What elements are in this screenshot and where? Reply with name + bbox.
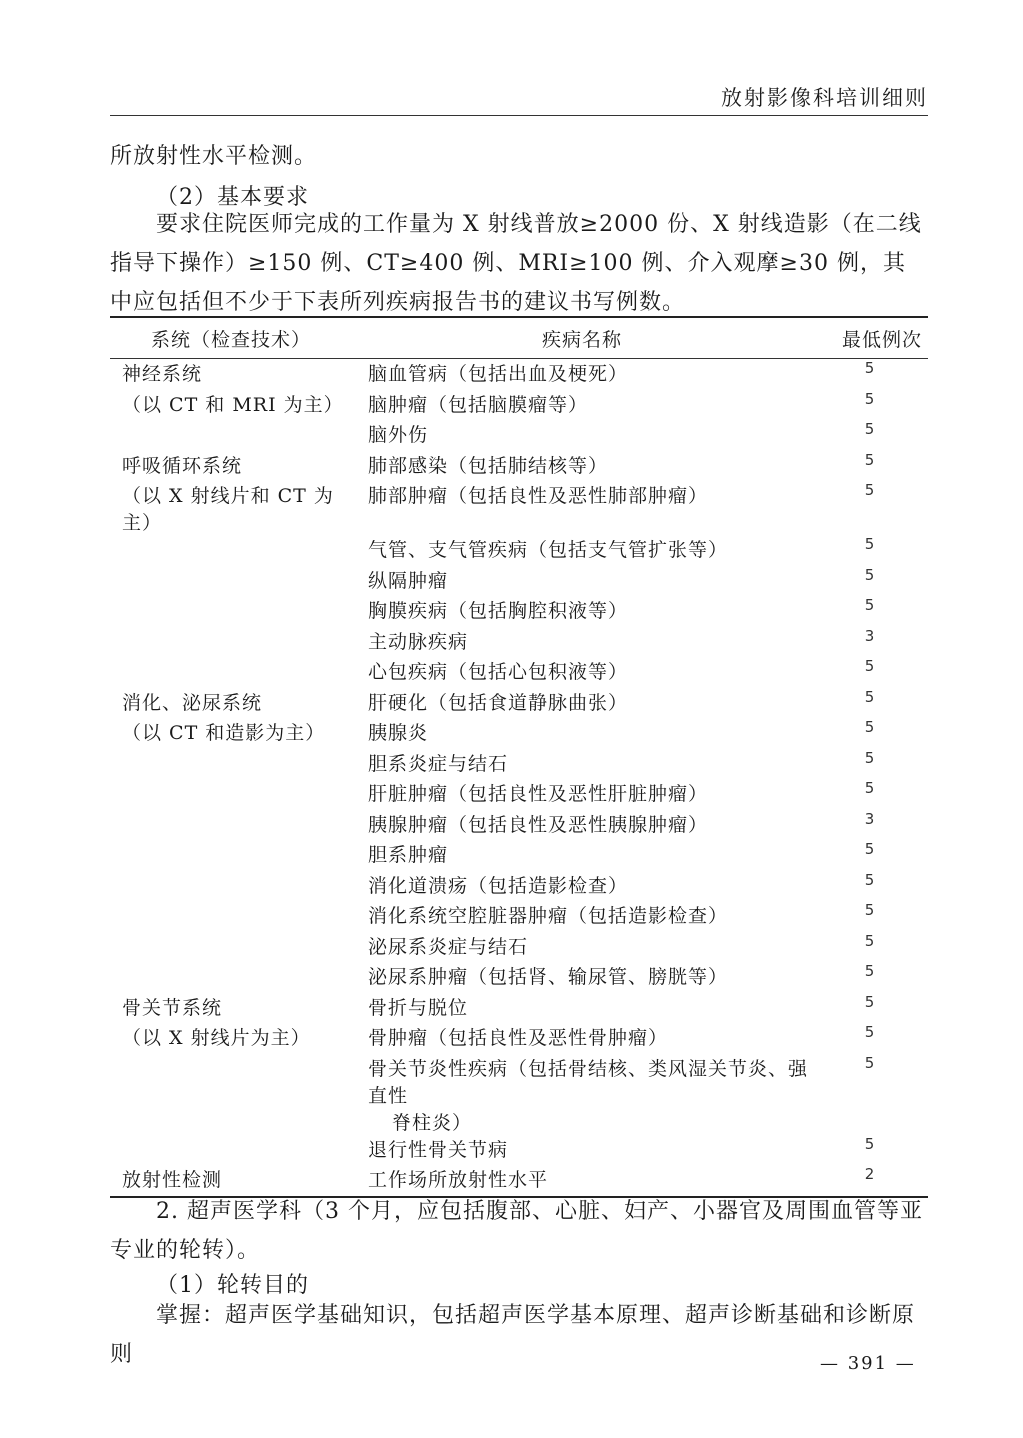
- table-row: [110, 566, 928, 597]
- cell-min-cases: 5: [864, 389, 876, 408]
- table-row: [110, 1135, 928, 1166]
- cell-system: [110, 1135, 352, 1166]
- cell-min-cases: 5: [864, 901, 876, 919]
- cell-disease: 肝脏肿瘤（包括良性及恶性肝脏肿瘤）: [368, 783, 709, 805]
- header-min-cases: 最低例次: [812, 317, 928, 359]
- table-row: [110, 779, 928, 810]
- cell-disease: 泌尿系炎症与结石: [368, 935, 529, 958]
- table-row: [110, 627, 928, 658]
- header-system: 系统（检查技术）: [110, 317, 352, 359]
- intro-line: 所放射性水平检测。: [110, 144, 318, 169]
- cell-disease: 脑血管病（包括出血及梗死）: [368, 363, 629, 385]
- table-row: [110, 718, 928, 749]
- cell-system: 放射性检测: [122, 1169, 223, 1191]
- cell-system: [110, 871, 352, 902]
- cell-disease: 胰腺肿瘤（包括良性及恶性胰腺肿瘤）: [368, 813, 709, 836]
- cell-disease: 胸膜疾病（包括胸腔积液等）: [368, 600, 629, 622]
- table-row: [110, 451, 928, 482]
- cell-min-cases: 5: [864, 596, 876, 614]
- table-row: [110, 596, 928, 627]
- cell-system: [110, 810, 352, 841]
- cell-min-cases: 5: [864, 962, 876, 980]
- cell-system: 骨关节系统: [122, 996, 223, 1019]
- cell-min-cases: 3: [864, 626, 876, 645]
- cell-min-cases: 5: [864, 748, 876, 767]
- cell-system: [110, 657, 352, 688]
- table-row: [110, 993, 928, 1024]
- cell-min-cases: 5: [864, 359, 876, 377]
- cell-system: [110, 1054, 352, 1135]
- table-row: [110, 962, 928, 993]
- cell-disease: 骨肿瘤（包括良性及恶性骨肿瘤）: [368, 1027, 669, 1049]
- cell-disease: 主动脉疾病: [368, 630, 469, 653]
- cell-min-cases: 5: [864, 779, 876, 797]
- cell-disease-continuation: 脊柱炎）: [392, 1111, 473, 1134]
- cell-system: 呼吸循环系统: [122, 454, 243, 477]
- cell-disease: 脑肿瘤（包括脑膜瘤等）: [368, 393, 589, 416]
- page-number: — 391 —: [820, 1353, 916, 1374]
- cell-min-cases: 5: [864, 657, 876, 675]
- section-2-paragraph: 掌握：超声医学基础知识，包括超声医学基本原理、超声诊断基础和诊断原则: [110, 1303, 916, 1367]
- table-row: [110, 1054, 928, 1135]
- cell-system: [110, 596, 352, 627]
- cell-system: [110, 420, 352, 451]
- disease-report-table: [110, 316, 928, 1198]
- cell-disease: 肝硬化（包括食道静脉曲张）: [368, 691, 629, 714]
- cell-min-cases: 5: [864, 687, 876, 706]
- cell-disease: 骨折与脱位: [368, 996, 469, 1019]
- table-row: [110, 749, 928, 780]
- cell-disease: 胆系炎症与结石: [368, 752, 509, 775]
- cell-min-cases: 5: [864, 870, 876, 889]
- cell-min-cases: 5: [864, 718, 876, 736]
- cell-system: [110, 962, 352, 993]
- cell-disease: [352, 1054, 812, 1135]
- cell-system: [110, 566, 352, 597]
- table-row: [110, 390, 928, 421]
- table-row: [110, 359, 928, 390]
- cell-system: [110, 840, 352, 871]
- cell-min-cases: 5: [864, 840, 876, 858]
- header-divider: [110, 115, 928, 116]
- cell-system: [110, 749, 352, 780]
- cell-disease-line: 骨关节炎性疾病（包括骨结核、类风湿关节炎、强直性: [368, 1057, 809, 1107]
- cell-disease: 消化系统空腔脏器肿瘤（包括造影检查）: [368, 905, 729, 927]
- subheading-rotation-purpose: （1）轮转目的: [156, 1273, 309, 1298]
- table-row: [110, 535, 928, 566]
- cell-min-cases: 5: [864, 450, 876, 469]
- cell-min-cases: 5: [864, 535, 876, 553]
- cell-disease: 工作场所放射性水平: [368, 1169, 549, 1191]
- cell-disease: 心包疾病（包括心包积液等）: [368, 661, 629, 683]
- table-row: [110, 871, 928, 902]
- cell-system: （以 CT 和 MRI 为主）: [122, 393, 344, 416]
- table-body: [110, 359, 928, 1197]
- cell-min-cases: 5: [864, 1023, 876, 1041]
- cell-system: [110, 932, 352, 963]
- requirements-paragraph: 要求住院医师完成的工作量为 X 射线普放≥2000 份、X 射线造影（在二线指导下操作）≥150 例、CT≥400 例、MRI≥100 例、介入观摩≥30 例，其中应包括但不少于下表所列疾病报告书的建议书写例数。: [110, 212, 922, 315]
- table-header-row: [110, 317, 928, 359]
- table-row: [110, 1023, 928, 1054]
- table-row: [110, 657, 928, 688]
- table-row: [110, 810, 928, 841]
- cell-disease: 胰腺炎: [368, 722, 429, 744]
- cell-min-cases: 5: [864, 481, 876, 499]
- table-row: [110, 901, 928, 932]
- cell-system: 消化、泌尿系统: [122, 691, 263, 714]
- table-row: [110, 688, 928, 719]
- cell-system: （以 CT 和造影为主）: [122, 722, 326, 744]
- cell-disease: 脑外伤: [368, 424, 429, 446]
- cell-system: （以 X 射线片和 CT 为主）: [122, 485, 334, 534]
- cell-disease: 消化道溃疡（包括造影检查）: [368, 874, 629, 897]
- subheading-basic-requirements: （2）基本要求: [156, 185, 309, 210]
- cell-system: 神经系统: [122, 363, 203, 385]
- cell-system: [110, 779, 352, 810]
- table-row: [110, 932, 928, 963]
- header-disease: 疾病名称: [352, 317, 812, 359]
- cell-system: [110, 535, 352, 566]
- cell-disease: 胆系肿瘤: [368, 844, 449, 866]
- cell-disease: 纵隔肿瘤: [368, 569, 449, 592]
- cell-system: [110, 901, 352, 932]
- cell-min-cases: 2: [864, 1165, 876, 1183]
- table-row: [110, 420, 928, 451]
- cell-min-cases: 5: [864, 565, 876, 584]
- cell-min-cases: 5: [864, 931, 876, 950]
- cell-min-cases: 5: [864, 1134, 876, 1153]
- section-2-title: 2. 超声医学科（3 个月，应包括腹部、心脏、妇产、小器官及周围血管等亚专业的轮转）。: [110, 1199, 923, 1263]
- cell-system: （以 X 射线片为主）: [122, 1027, 311, 1049]
- running-header: 放射影像科培训细则: [721, 86, 928, 110]
- table-row: [110, 840, 928, 871]
- cell-disease: 泌尿系肿瘤（包括肾、输尿管、膀胱等）: [368, 966, 729, 988]
- cell-disease: 气管、支气管疾病（包括支气管扩张等）: [368, 539, 729, 561]
- cell-system: [110, 627, 352, 658]
- cell-disease: 退行性骨关节病: [368, 1138, 509, 1161]
- cell-min-cases: 5: [864, 992, 876, 1011]
- table-row: [110, 481, 928, 535]
- cell-min-cases: 5: [864, 1053, 876, 1072]
- cell-disease: 肺部肿瘤（包括良性及恶性肺部肿瘤）: [368, 485, 709, 507]
- cell-disease: 肺部感染（包括肺结核等）: [368, 454, 609, 477]
- cell-min-cases: 3: [864, 809, 876, 828]
- cell-min-cases: 5: [864, 420, 876, 438]
